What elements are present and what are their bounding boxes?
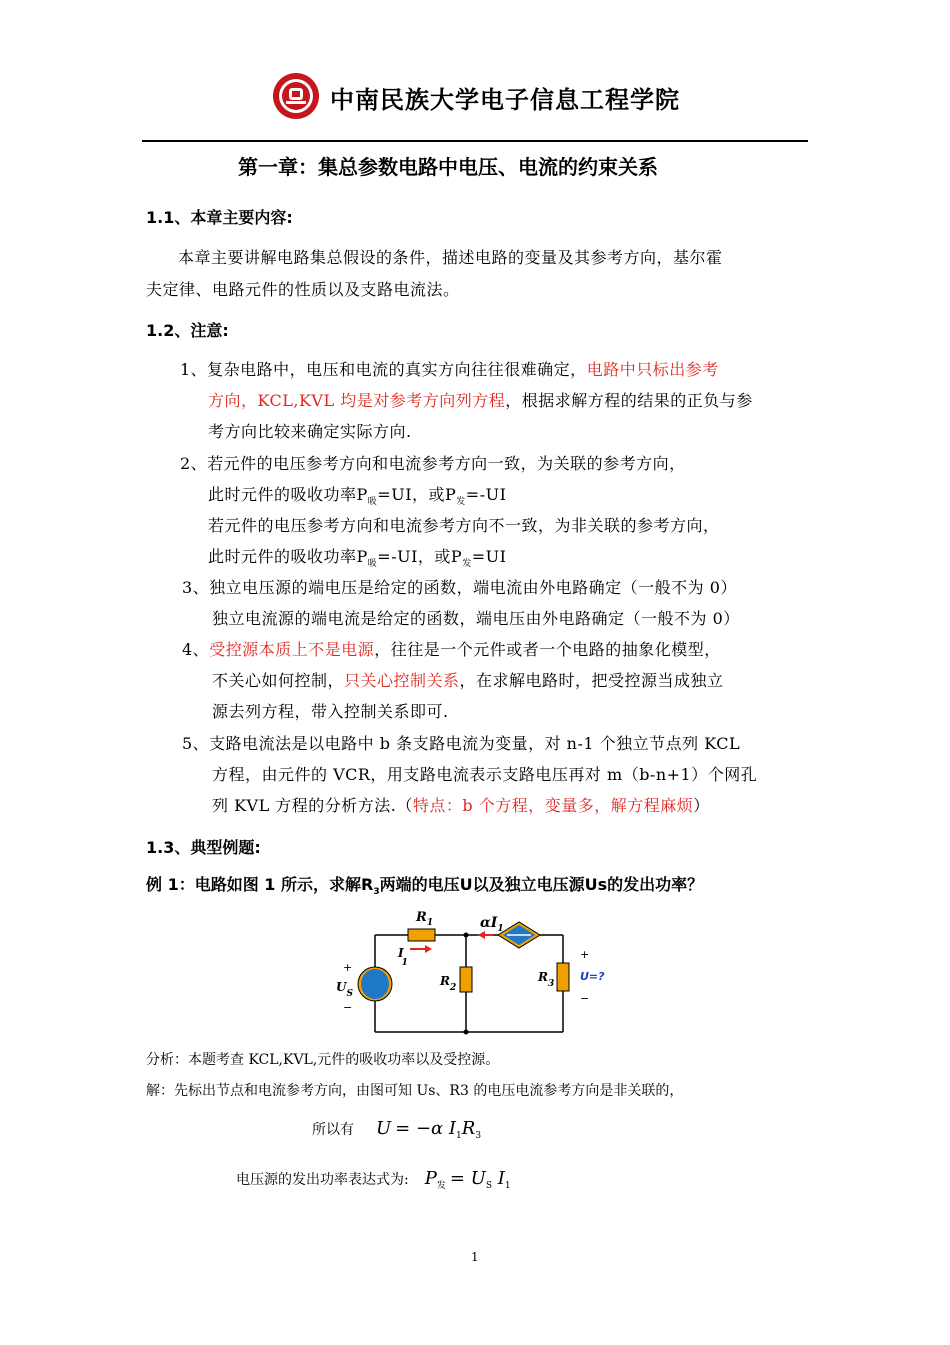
note4-text-b: 不关心如何控制， [212, 671, 345, 690]
section-1-1-heading: 1.1、本章主要内容: [146, 208, 293, 227]
subscript: 1 [504, 1181, 511, 1192]
note2-line4 [208, 544, 506, 569]
us-minus: − [343, 1001, 353, 1014]
power-label: 电压源的发出功率表达式为: [236, 1172, 409, 1188]
resistor-r3 [557, 963, 569, 991]
solution-line: 解：先标出节点和电流参考方向，由图可知 Us、R3 的电压电流参考方向是非关联的， [146, 1083, 684, 1099]
note5-red: 特点：b 个方程，变量多，解方程麻烦 [412, 796, 694, 815]
r1-label: $R_1$ [416, 910, 434, 928]
note4-line3: 源去列方程，带入控制关系即可. [212, 702, 449, 721]
u-minus: − [580, 992, 590, 1005]
subscript: S [485, 1181, 493, 1192]
note2-line2 [208, 482, 506, 507]
note2-power-text: =UI，或P [377, 485, 457, 504]
sec1-line2: 夫定律、电路元件的性质以及支路电流法。 [146, 280, 460, 299]
note1-line1 [180, 357, 719, 380]
note3-line2: 独立电流源的端电流是给定的函数，端电压由外电路确定（一般不为 0） [212, 609, 740, 628]
equation-2 [236, 1168, 511, 1191]
note1-text-a: 1、复杂电路中，电压和电流的真实方向往往很难确定， [180, 360, 587, 379]
note5-text: 列 KVL 方程的分析方法.（ [212, 796, 413, 815]
section-1-3-heading: 1.3、典型例题: [146, 838, 261, 857]
institution-name: 中南民族大学电子信息工程学院 [330, 86, 680, 114]
u-plus: + [580, 948, 590, 961]
logo [272, 72, 320, 120]
note1-line2 [208, 388, 753, 411]
subscript: 发 [462, 559, 472, 570]
note2-power-text: 此时元件的吸收功率P [208, 547, 368, 566]
u-query-label: U=? [580, 970, 605, 983]
subscript: 3 [373, 887, 380, 898]
eq1-rhs: = −α I [395, 1118, 457, 1139]
resistor-r1 [408, 929, 435, 941]
note5-line3 [212, 793, 710, 816]
note2-power-text: =-UI [465, 485, 507, 504]
note1-text-b: ，根据求解方程的结果的正负与参 [505, 391, 753, 410]
section-1-2-heading: 1.2、注意: [146, 321, 229, 340]
therefore-label: 所以有 [312, 1122, 354, 1138]
subscript: 发 [436, 1181, 446, 1192]
note5-line1: 5、支路电流法是以电路中 b 条支路电流为变量，对 n-1 个独立节点列 KCL [182, 734, 741, 753]
controlled-source-label: $\alpha I_1$ [480, 915, 504, 934]
note5-line2: 方程，由元件的 VCR，用支路电流表示支路电压再对 m（b-n+1）个网孔 [212, 765, 758, 784]
arrow-head-icon [425, 945, 432, 953]
note4-red-b: 只关心控制关系 [344, 671, 460, 690]
note2-power-text: =-UI，或P [377, 547, 463, 566]
us-label: $U_S$ [336, 980, 353, 999]
chapter-title: 第一章：集总参数电路中电压、电流的约束关系 [238, 155, 658, 179]
r3-label: $R_3$ [538, 970, 555, 989]
note5-text: ） [693, 796, 710, 815]
i1-label: I 1 [398, 946, 408, 968]
header-rule [142, 140, 808, 142]
note2-power-text: 此时元件的吸收功率P [208, 485, 368, 504]
eq1-r: R [461, 1118, 476, 1139]
note4-number: 4、 [182, 640, 210, 659]
sec1-line1: 本章主要讲解电路集总假设的条件，描述电路的变量及其参考方向，基尔霍 [178, 248, 723, 267]
r2-label: $R_2$ [440, 974, 457, 993]
note2-line1: 2、若元件的电压参考方向和电流参考方向一致，为关联的参考方向， [180, 454, 686, 473]
eq2-p: P [424, 1168, 437, 1189]
example-1-prompt [146, 872, 703, 897]
equation-1 [312, 1118, 481, 1141]
circuit-diagram [330, 905, 620, 1040]
node-dot [464, 933, 469, 938]
example-text: 两端的电压U以及独立电压源Us的发出功率？ [379, 875, 704, 894]
subscript: 吸 [367, 559, 378, 570]
page-number: 1 [471, 1250, 479, 1264]
us-plus: + [343, 961, 353, 974]
note1-line3: 考方向比较来确定实际方向. [208, 422, 412, 441]
note4-text-a: ，往往是一个元件或者一个电路的抽象化模型， [374, 640, 721, 659]
subscript: 发 [456, 497, 466, 508]
eq1-lhs: U [376, 1118, 392, 1139]
example-text: 例 1：电路如图 1 所示，求解R [146, 875, 374, 894]
subscript: 吸 [367, 497, 378, 508]
note3-line1: 3、独立电压源的端电压是给定的函数，端电流由外电路确定（一般不为 0） [182, 578, 737, 597]
node-dot [464, 1030, 469, 1035]
note1-red-b: 方向，KCL,KVL 均是对参考方向列方程 [208, 391, 506, 410]
note4-line2 [212, 668, 724, 691]
note2-line3: 若元件的电压参考方向和电流参考方向不一致，为非关联的参考方向， [208, 516, 720, 535]
note1-red-a: 电路中只标出参考 [586, 360, 719, 379]
resistor-r2 [460, 967, 472, 992]
arrow-head-icon [478, 931, 485, 939]
analysis-line: 分析：本题考查 KCL,KVL,元件的吸收功率以及受控源。 [146, 1052, 500, 1068]
subscript: 3 [475, 1131, 482, 1142]
note4-text-c: ，在求解电路时，把受控源当成独立 [459, 671, 724, 690]
voltage-source-inner [361, 969, 389, 999]
note4-line1 [182, 637, 721, 660]
subscript: 1 [456, 1131, 462, 1142]
eq2-i: I [492, 1168, 505, 1189]
note2-power-text: =UI [471, 547, 507, 566]
eq2-rhs: = U [449, 1168, 486, 1189]
note4-red-a: 受控源本质上不是电源 [209, 640, 375, 659]
